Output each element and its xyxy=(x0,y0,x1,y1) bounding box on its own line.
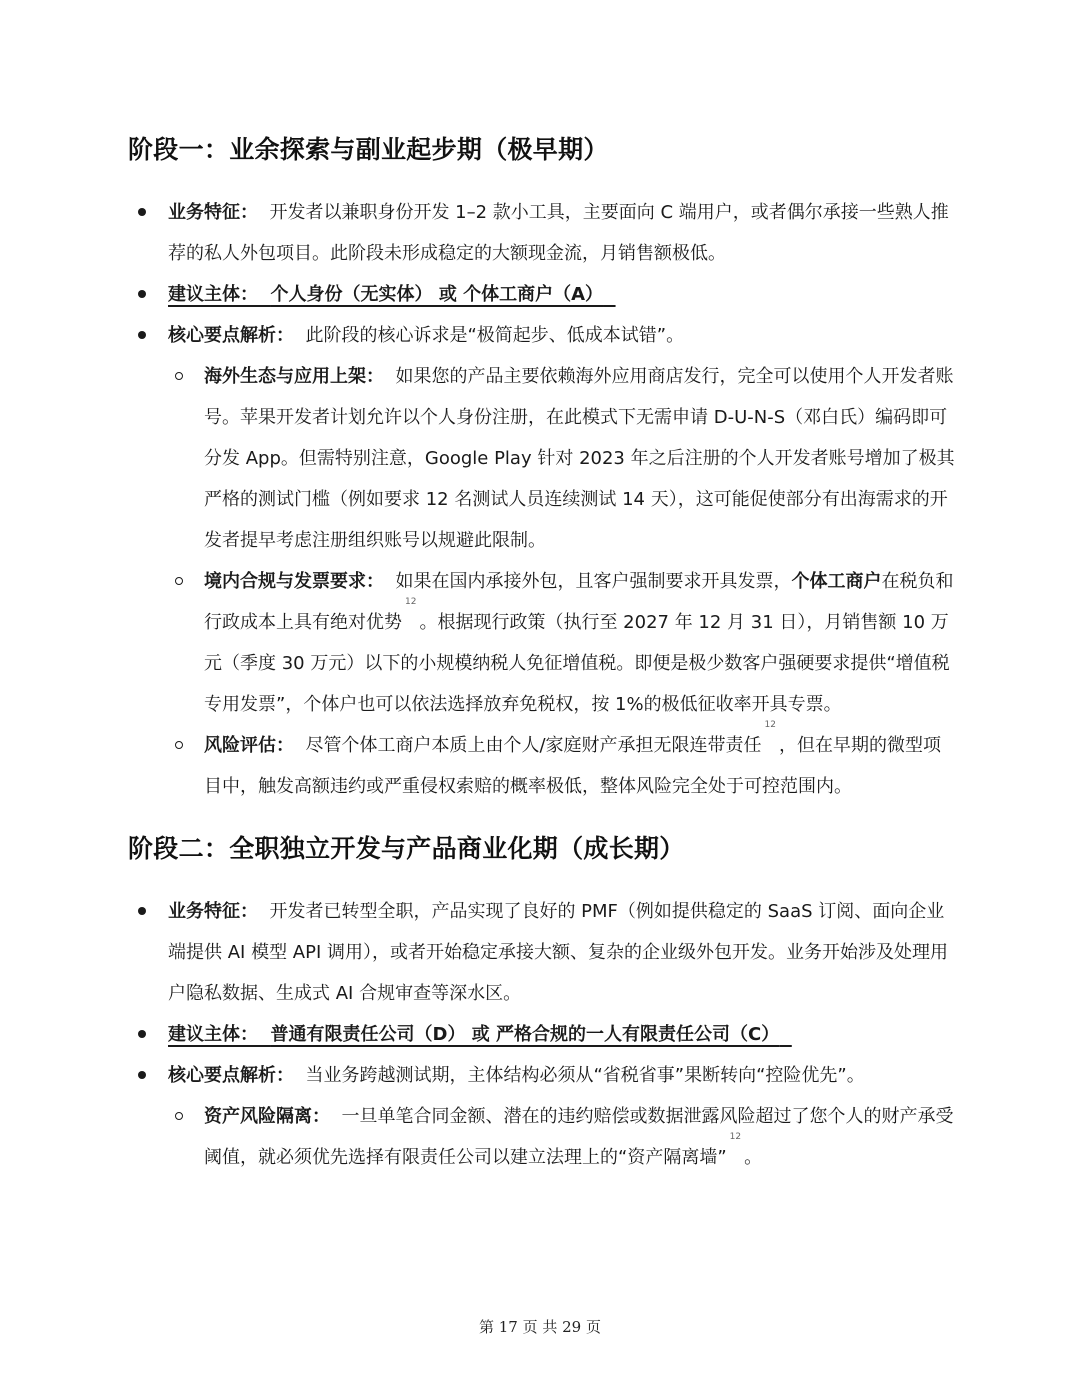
asset-label: 资产风险隔离： xyxy=(204,1106,330,1127)
stage2-heading: 阶段二：全职独立开发与产品商业化期（成长期） xyxy=(128,834,685,863)
stage2-features-item xyxy=(128,891,958,1014)
stage1-overseas-item xyxy=(168,356,958,561)
stage2-list xyxy=(128,891,958,1178)
stage1-risk-item xyxy=(168,720,958,807)
stage2-entity-label: 建议主体： xyxy=(168,1024,258,1045)
stage1-list xyxy=(128,192,958,807)
stage1-heading: 阶段一：业余探索与副业起步期（极早期） xyxy=(128,135,609,164)
stage2-core-text: 当业务跨越测试期，主体结构必须从“省税省事”果断转向“控险优先”。 xyxy=(305,1065,865,1086)
stage2-entity-recommendation xyxy=(168,1024,792,1045)
stage1-core-text: 此阶段的核心诉求是“极简起步、低成本试错”。 xyxy=(305,325,685,346)
domestic-bold-term: 个体工商户 xyxy=(791,571,882,592)
domestic-label: 境内合规与发票要求： xyxy=(204,571,384,592)
stage2-asset-item xyxy=(168,1096,958,1178)
stage1-sub-list xyxy=(168,356,958,807)
stage1-features-text: 开发者以兼职身份开发 1–2 款小工具，主要面向 C 端用户，或者偶尔承接一些熟人推荐的私人外包项目。此阶段未形成稳定的大额现金流，月销售额极低。 xyxy=(168,202,949,264)
page-number-footer: 第 17 页 共 29 页 xyxy=(478,1318,601,1336)
stage2-features-text: 开发者已转型全职，产品实现了良好的 PMF（例如提供稳定的 SaaS 订阅、面向企业端提供 AI 模型 API 调用），或者开始稳定承接大额、复杂的企业级外包开发。业务开始涉及处理用户隐私数据、生成式 AI 合规审查等深水区。 xyxy=(168,901,948,1004)
page-content xyxy=(128,130,958,1178)
overseas-text: 如果您的产品主要依赖海外应用商店发行，完全可以使用个人开发者账号。苹果开发者计划允许以个人身份注册，在此模式下无需申请 D-U-N-S（邓白氏）编码即可分发 App。但需特别注意，Google Play 针对 2023 年之后注册的个人开发者账号增加了极其严格的测试门槛（例如要求 12 名测试人员连续测试 14 天），这可能促使部分有出海需求的开发者提早考虑注册组织账号以规避此限制。 xyxy=(204,366,955,551)
domestic-text-b: 在税负和行政成本上具有绝对优势 xyxy=(204,571,954,633)
stage1-core-label: 核心要点解析： xyxy=(168,325,294,346)
risk-label: 风险评估： xyxy=(204,735,294,756)
asset-text-a: 一旦单笔合同金额、潜在的违约赔偿或数据泄露风险超过了您个人的财产承受阈值，就必须优先选择有限责任公司以建立法理上的“资产隔离墙” xyxy=(204,1106,954,1168)
stage2-entity-text: 普通有限责任公司（D） 或 严格合规的一人有限责任公司（C） xyxy=(270,1024,780,1045)
stage2-core-label: 核心要点解析： xyxy=(168,1065,294,1086)
footnote-ref[interactable]: 12 xyxy=(405,597,417,607)
stage2-features-label: 业务特征： xyxy=(168,901,258,922)
stage1-entity-text: 个人身份（无实体） 或 个体工商户（A） xyxy=(270,284,604,305)
domestic-text-a: 如果在国内承接外包，且客户强制要求开具发票， xyxy=(395,571,792,592)
stage1-entity-label: 建议主体： xyxy=(168,284,258,305)
stage1-domestic-item xyxy=(168,561,958,725)
stage1-features-label: 业务特征： xyxy=(168,202,258,223)
asset-text-b: 。 xyxy=(744,1147,763,1168)
risk-text-b: ，但在早期的微型项目中，触发高额违约或严重侵权索赔的概率极低，整体风险完全处于可控范围内。 xyxy=(204,735,941,797)
stage1-entity-item xyxy=(128,274,958,315)
domestic-text-c: 。根据现行政策（执行至 2027 年 12 月 31 日），月销售额 10 万元（季度 30 万元）以下的小规模纳税人免征增值税。即便是极少数客户强硬要求提供“增值税专用发票”，个体户也可以依法选择放弃免税权，按 1%的极低征收率开具专票。 xyxy=(204,612,950,715)
stage1-entity-recommendation xyxy=(168,284,616,305)
stage2-sub-list xyxy=(168,1096,958,1178)
footnote-ref[interactable]: 12 xyxy=(764,720,776,730)
footnote-ref[interactable]: 12 xyxy=(729,1132,742,1142)
risk-text-a: 尽管个体工商户本质上由个人/家庭财产承担无限连带责任 xyxy=(305,735,762,756)
stage2-core-item xyxy=(128,1055,958,1178)
overseas-label: 海外生态与应用上架： xyxy=(204,366,384,387)
stage2-entity-item xyxy=(128,1014,958,1055)
stage1-features-item xyxy=(128,192,958,274)
stage1-core-item xyxy=(128,315,958,807)
